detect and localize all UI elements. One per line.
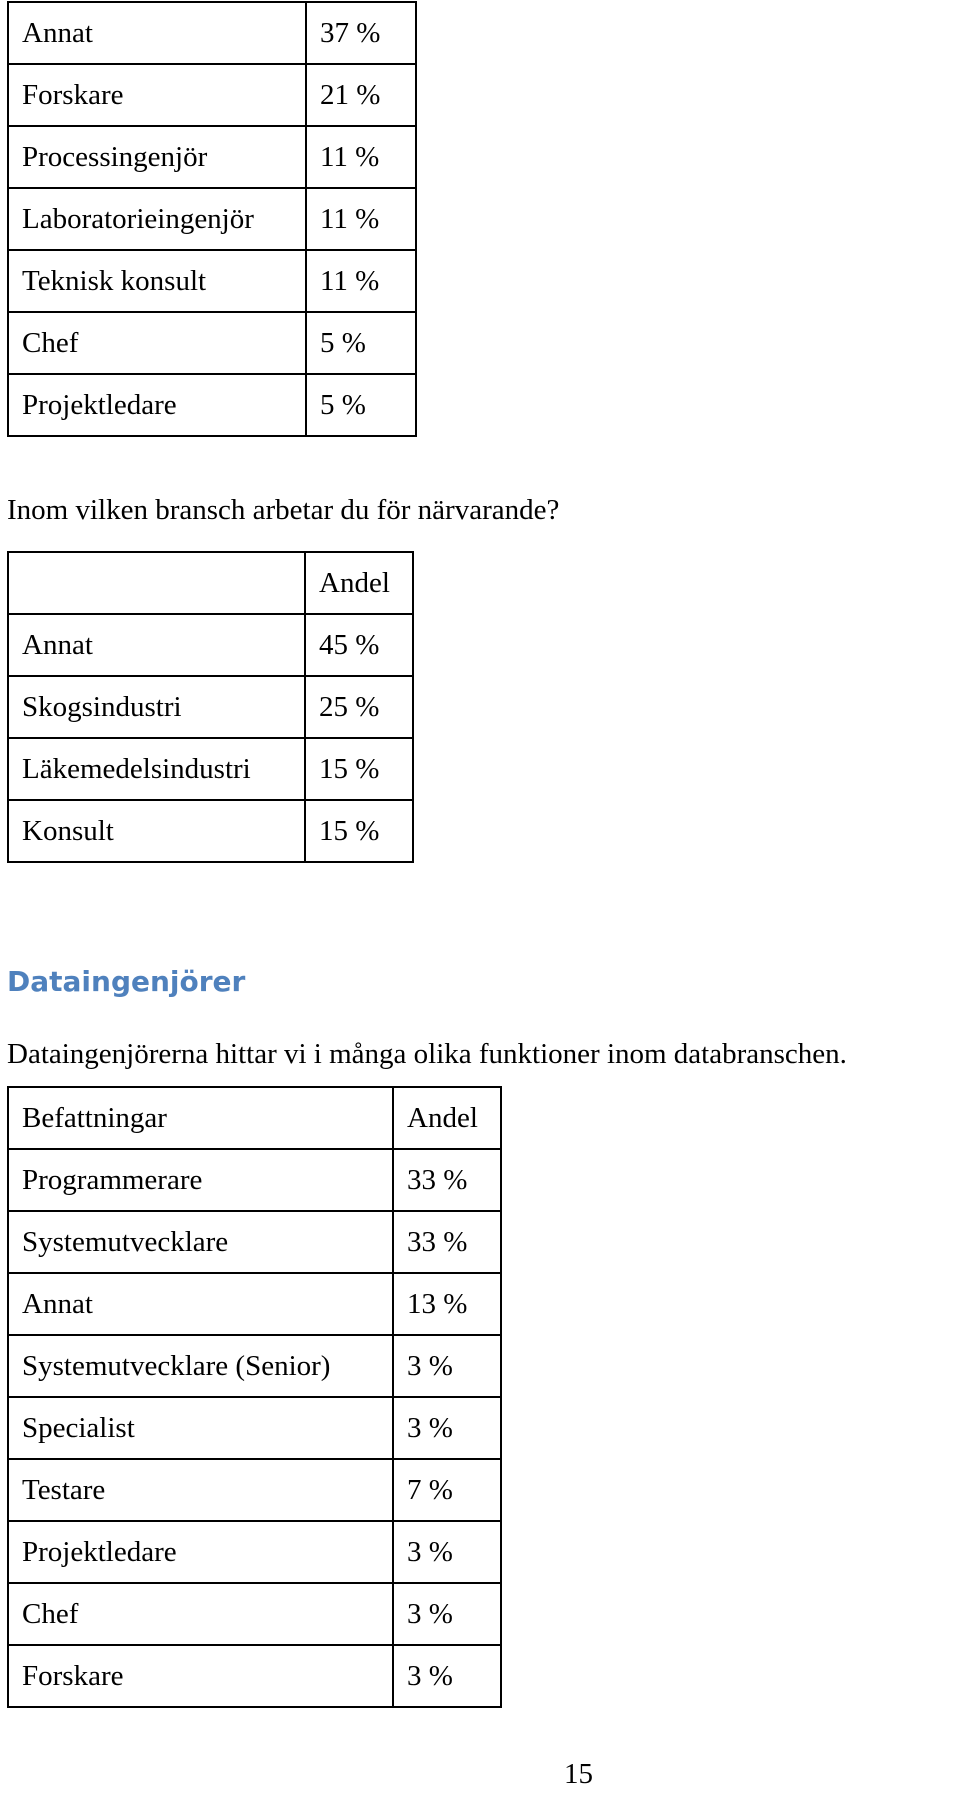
table-row	[8, 800, 413, 862]
table-row	[8, 64, 416, 126]
table-cell-value: 13 %	[393, 1273, 501, 1335]
table-row	[8, 1273, 501, 1335]
table-cell-value: 25 %	[305, 676, 413, 738]
table-cell-value: 7 %	[393, 1459, 501, 1521]
table-row	[8, 738, 413, 800]
table-cell-label: Annat	[8, 1273, 393, 1335]
table-row	[8, 1459, 501, 1521]
table-cell-label: Chef	[8, 1583, 393, 1645]
table-row	[8, 1645, 501, 1707]
table-cell-label: Annat	[8, 614, 305, 676]
table-cell-value: 15 %	[305, 738, 413, 800]
table-header-row	[8, 552, 413, 614]
table-cell-value: 5 %	[306, 312, 416, 374]
table-cell-value: 11 %	[306, 188, 416, 250]
table-cell-label: Skogsindustri	[8, 676, 305, 738]
table-cell-label: Processingenjör	[8, 126, 306, 188]
table-cell-value: 33 %	[393, 1211, 501, 1273]
industry-table	[7, 551, 414, 863]
table-cell-value: 3 %	[393, 1645, 501, 1707]
table-cell-value: 3 %	[393, 1521, 501, 1583]
table-cell-label: Teknisk konsult	[8, 250, 306, 312]
table-cell-value: 3 %	[393, 1583, 501, 1645]
table-row	[8, 188, 416, 250]
table-row	[8, 1149, 501, 1211]
table-cell-label: Forskare	[8, 64, 306, 126]
table-row	[8, 676, 413, 738]
table-cell-label: Programmerare	[8, 1149, 393, 1211]
table-header-value: Andel	[305, 552, 413, 614]
table-cell-value: 37 %	[306, 2, 416, 64]
table-row	[8, 312, 416, 374]
table-cell-value: 5 %	[306, 374, 416, 436]
positions-table	[7, 1086, 502, 1708]
table-row	[8, 1335, 501, 1397]
table-cell-value: 15 %	[305, 800, 413, 862]
table-header-label	[8, 552, 305, 614]
table-cell-label: Läkemedelsindustri	[8, 738, 305, 800]
roles-table	[7, 1, 417, 437]
table-cell-value: 3 %	[393, 1397, 501, 1459]
table-row	[8, 1583, 501, 1645]
table-cell-label: Forskare	[8, 1645, 393, 1707]
table-header-row	[8, 1087, 501, 1149]
table-row	[8, 2, 416, 64]
table-cell-label: Systemutvecklare (Senior)	[8, 1335, 393, 1397]
table-cell-value: 21 %	[306, 64, 416, 126]
table-row	[8, 1521, 501, 1583]
table-cell-label: Konsult	[8, 800, 305, 862]
section-paragraph: Dataingenjörerna hittar vi i många olika funktioner inom databranschen.	[7, 1038, 847, 1070]
table-cell-label: Projektledare	[8, 1521, 393, 1583]
table-row	[8, 1397, 501, 1459]
table-cell-label: Chef	[8, 312, 306, 374]
section-heading: Dataingenjörer	[7, 965, 246, 998]
table-header-value: Andel	[393, 1087, 501, 1149]
industry-question: Inom vilken bransch arbetar du för närvarande?	[7, 494, 560, 526]
table-cell-label: Testare	[8, 1459, 393, 1521]
table-row	[8, 126, 416, 188]
page-number: 15	[564, 1758, 593, 1790]
table-cell-value: 3 %	[393, 1335, 501, 1397]
table-cell-value: 11 %	[306, 250, 416, 312]
table-cell-label: Annat	[8, 2, 306, 64]
table-row	[8, 374, 416, 436]
table-row	[8, 250, 416, 312]
table-row	[8, 1211, 501, 1273]
table-cell-label: Specialist	[8, 1397, 393, 1459]
table-cell-label: Systemutvecklare	[8, 1211, 393, 1273]
table-cell-label: Projektledare	[8, 374, 306, 436]
table-cell-value: 11 %	[306, 126, 416, 188]
table-header-label: Befattningar	[8, 1087, 393, 1149]
table-row	[8, 614, 413, 676]
table-cell-value: 45 %	[305, 614, 413, 676]
table-cell-value: 33 %	[393, 1149, 501, 1211]
table-cell-label: Laboratorieingenjör	[8, 188, 306, 250]
